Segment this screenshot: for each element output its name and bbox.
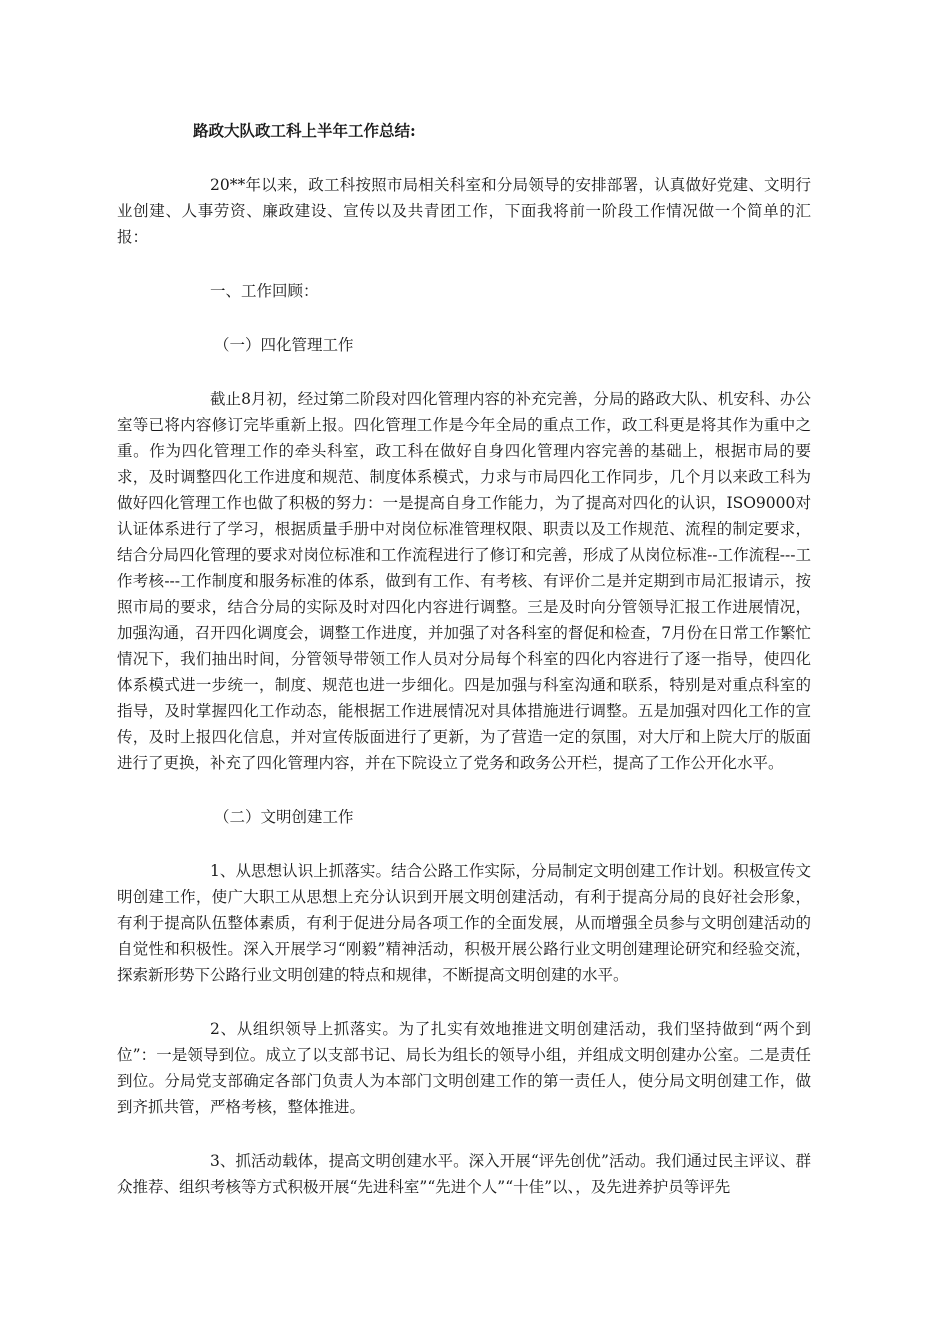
civilization-item-2: 2、从组织领导上抓落实。为了扎实有效地推进文明创建活动，我们坚持做到“两个到位”：一是领导到位。成立了以支部书记、局长为组长的领导小组，并组成文明创建办公室。二是责任到位。分局党支部确定各部门负责人为本部门文明创建工作的第一责任人，使分局文明创建工作，做到齐抓共管，严格考核，整体推进。 xyxy=(117,1020,811,1116)
section-heading-work-review: 一、工作回顾： xyxy=(210,282,319,300)
subsection-heading-four-management: （一）四化管理工作 xyxy=(214,336,354,354)
document-page xyxy=(117,118,811,1228)
civilization-item-3: 3、抓活动载体，提高文明创建水平。深入开展“评先创优”活动。我们通过民主评议、群众推荐、组织考核等方式积极开展“先进科室”“先进个人”“十佳”以、，及先进养护员等评先 xyxy=(117,1152,811,1196)
subsection-heading-civilization: （二）文明创建工作 xyxy=(214,808,354,826)
intro-paragraph: 20**年以来，政工科按照市局相关科室和分局领导的安排部署，认真做好党建、文明行业创建、人事劳资、廉政建设、宣传以及共青团工作，下面我将前一阶段工作情况做一个简单的汇报： xyxy=(117,176,811,246)
civilization-item-1: 1、从思想认识上抓落实。结合公路工作实际，分局制定文明创建工作计划。积极宣传文明创建工作，使广大职工从思想上充分认识到开展文明创建活动，有利于提高分局的良好社会形象，有利于提高队伍整体素质，有利于促进分局各项工作的全面发展，从而增强全员参与文明创建活动的自觉性和积极性。深入开展学习“刚毅”精神活动，积极开展公路行业文明创建理论研究和经验交流，探索新形势下公路行业文明创建的特点和规律，不断提高文明创建的水平。 xyxy=(117,862,811,984)
four-management-paragraph: 截止8月初，经过第二阶段对四化管理内容的补充完善，分局的路政大队、机安科、办公室等已将内容修订完毕重新上报。四化管理工作是今年全局的重点工作，政工科更是将其作为重中之重。作为四化管理工作的牵头科室，政工科在做好自身四化管理内容完善的基础上，根据市局的要求，及时调整四化工作进度和规范、制度体系模式，力求与市局四化工作同步，几个月以来政工科为做好四化管理工作也做了积极的努力：一是提高自身工作能力，为了提高对四化的认识，ISO9000对认证体系进行了学习，根据质量手册中对岗位标准管理权限、职责以及工作规范、流程的制定要求，结合分局四化管理的要求对岗位标准和工作流程进行了修订和完善，形成了从岗位标准--工作流程---工作考核---工作制度和服务标准的体系，做到有工作、有考核、有评价二是并定期到市局汇报请示，按照市局的要求，结合分局的实际及时对四化内容进行调整。三是及时向分管领导汇报工作进展情况，加强沟通，召开四化调度会，调整工作进度，并加强了对各科室的督促和检查，7月份在日常工作繁忙情况下，我们抽出时间，分管领导带领工作人员对分局每个科室的四化内容进行了逐一指导，使四化体系模式进一步统一，制度、规范也进一步细化。四是加强与科室沟通和联系，特别是对重点科室的指导，及时掌握四化工作动态，能根据工作进展情况对具体措施进行调整。五是加强对四化工作的宣传，及时上报四化信息，并对宣传版面进行了更新，为了营造一定的氛围，对大厅和上院大厅的版面进行了更换，补充了四化管理内容，并在下院设立了党务和政务公开栏，提高了工作公开化水平。 xyxy=(117,390,811,772)
document-title: 路政大队政工科上半年工作总结: xyxy=(193,121,416,140)
